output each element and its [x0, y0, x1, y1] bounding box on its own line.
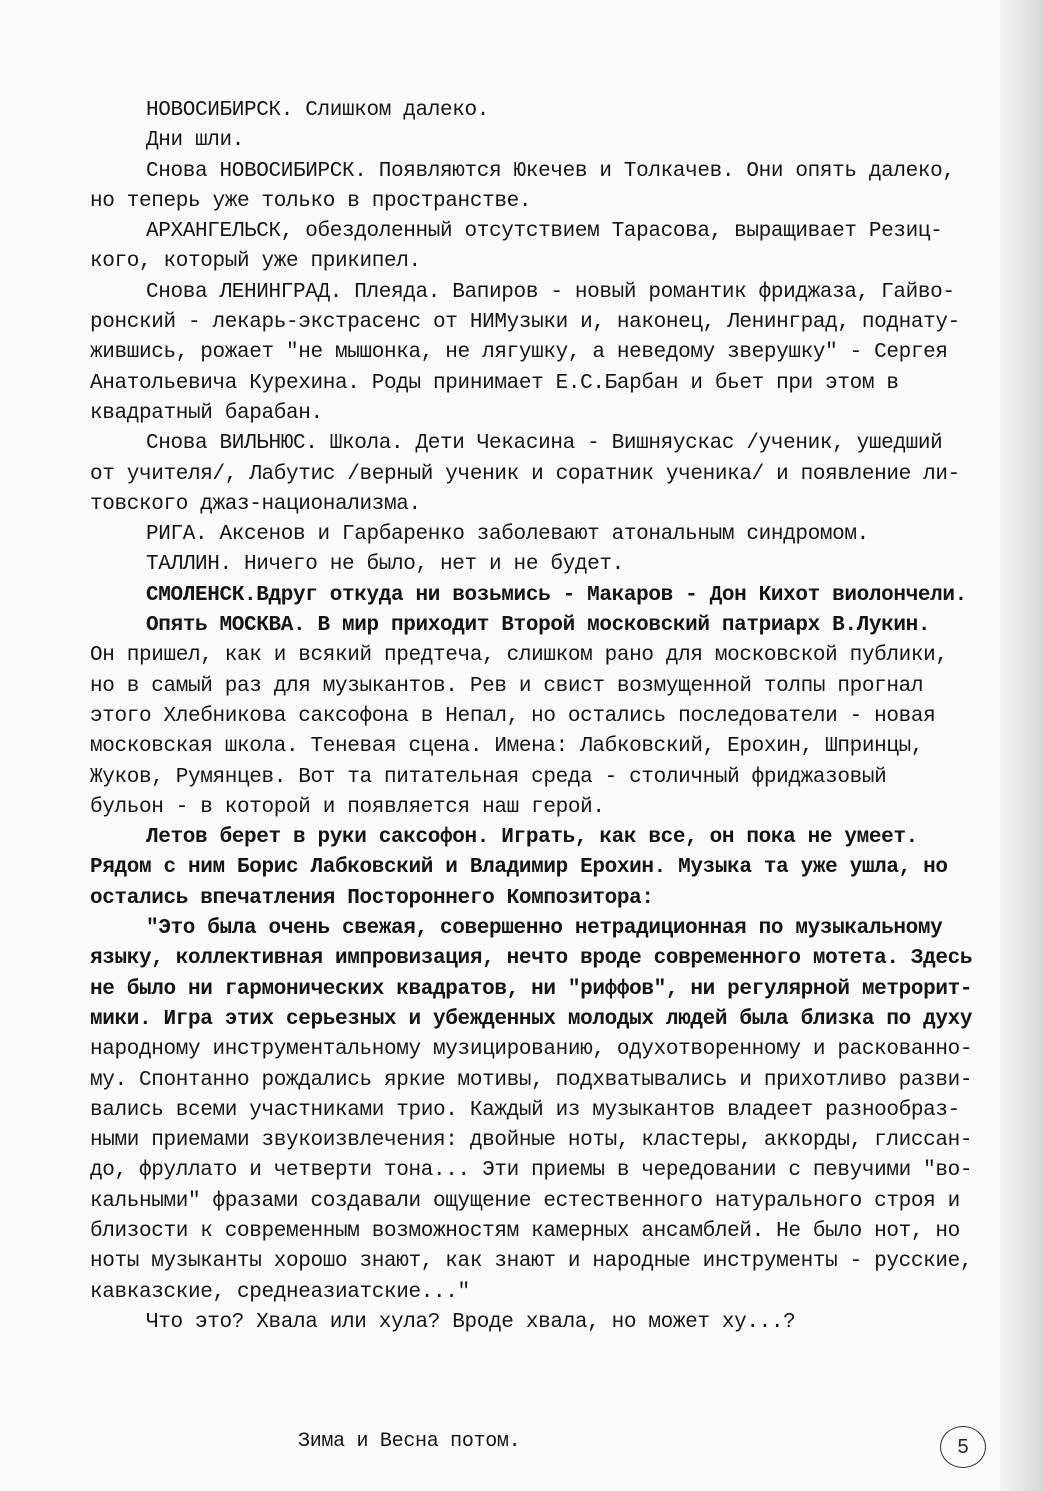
text-line: Летов берет в руки саксофон. Играть, как все, он пока не умеет. [146, 826, 918, 850]
text-line: кого, который уже прикипел. [90, 250, 421, 274]
page-number [940, 1426, 986, 1468]
text-line: НОВОСИБИРСК. Слишком далеко. [146, 99, 490, 122]
text-line: "Это была очень свежая, совершенно нетрадиционная по музыкальному [146, 917, 943, 941]
text-line: Рядом с ним Борис Лабковский и Владимир Ерохин. Музыка та уже ушла, но [90, 856, 948, 880]
text-line: квадратный барабан. [90, 401, 323, 425]
text-line: бульон - в которой и появляется наш герой. [90, 795, 605, 819]
text-line: Что это? Хвала или хула? Вроде хвала, но может ху...? [146, 1310, 796, 1334]
body-text [90, 96, 1010, 1338]
text-line: РИГА. Аксенов и Гарбаренко заболевают атональным синдромом. [146, 523, 869, 547]
text-line: Анатольевича Курехина. Роды принимает Е.С.Барбан и бьет при этом в [90, 371, 899, 395]
text-line: АРХАНГЕЛЬСК, обездоленный отсутствием Тарасова, выращивает Резиц- [146, 220, 943, 244]
text-line: Дни шли. [146, 129, 245, 153]
text-line: до, фруллато и четверти тона... Эти приемы в чередовании с певучими "во- [90, 1159, 973, 1183]
text-line: вались всеми участниками трио. Каждый из музыкантов владеет разнообраз- [90, 1098, 960, 1122]
text-line: Снова ВИЛЬНЮС. Школа. Дети Чекасина - Вишняускас /ученик, ушедший [146, 432, 943, 456]
text-line: но теперь уже только в пространстве. [90, 189, 532, 213]
text-line: языку, коллективная импровизация, нечто вроде современного мотета. Здесь [90, 947, 973, 971]
text-line: ными приемами звукоизвлечения: двойные ноты, кластеры, аккорды, глиссан- [90, 1129, 973, 1153]
text-line: Он пришел, как и всякий предтеча, слишком рано для московской публики, [90, 644, 948, 668]
text-line: Снова НОВОСИБИРСК. Появляются Юкечев и Толкачев. Они опять далеко, [146, 159, 955, 183]
text-line: кальными" фразами создавали ощущение естественного натурального строя и [90, 1189, 960, 1213]
text-line: московская школа. Теневая сцена. Имена: Лабковский, Ерохин, Шпринцы, [90, 735, 924, 759]
text-line: но в самый раз для музыкантов. Рев и свист возмущенной толпы прогнал [90, 674, 924, 698]
text-line: ноты музыканты хорошо знают, как знают и народные инструменты - русские, [90, 1250, 973, 1274]
text-line: мики. Игра этих серьезных и убежденных молодых людей была близка по духу [90, 1007, 973, 1031]
text-line: этого Хлебникова саксофона в Непал, но остались последователи - новая [90, 704, 936, 728]
text-line: от учителя/, Лабутис /верный ученик и соратник ученика/ и появление ли- [90, 462, 960, 486]
text-line: товского джаз-национализма. [90, 492, 421, 516]
closing-line: Зима и Весна потом. [298, 1430, 521, 1453]
text-line: кавказские, среднеазиатские..." [90, 1280, 470, 1304]
text-line: остались впечатления Постороннего Композитора: [90, 886, 654, 910]
text-line: жившись, рожает "не мышонка, не лягушку, а неведому зверушку" - Сергея [90, 341, 948, 365]
text-line: Жуков, Румянцев. Вот та питательная среда - столичный фриджазовый [90, 765, 887, 789]
text-line: Опять МОСКВА. В мир приходит Второй московский патриарх В.Лукин. [146, 614, 931, 638]
text-line: близости к современным возможностям камерных ансамблей. Не было нот, но [90, 1219, 960, 1243]
text-line: ронский - лекарь-экстрасенс от НИМузыки и, наконец, Ленинград, поднату- [90, 311, 960, 335]
text-line: народному инструментальному музицированию, одухотворенному и раскованно- [90, 1038, 973, 1062]
page-number-value: 5 [957, 1435, 969, 1458]
text-line: ТАЛЛИН. Ничего не было, нет и не будет. [146, 553, 624, 577]
text-line: Снова ЛЕНИНГРАД. Плеяда. Вапиров - новый романтик фриджаза, Гайво- [146, 280, 955, 304]
text-line: не было ни гармонических квадратов, ни "риффов", ни регулярной метрорит- [90, 977, 973, 1001]
text-line: СМОЛЕНСК.Вдруг откуда ни возьмись - Макаров - Дон Кихот виолончели. [146, 583, 967, 607]
text-line: му. Спонтанно рождались яркие мотивы, подхватывались и прихотливо разви- [90, 1068, 973, 1092]
